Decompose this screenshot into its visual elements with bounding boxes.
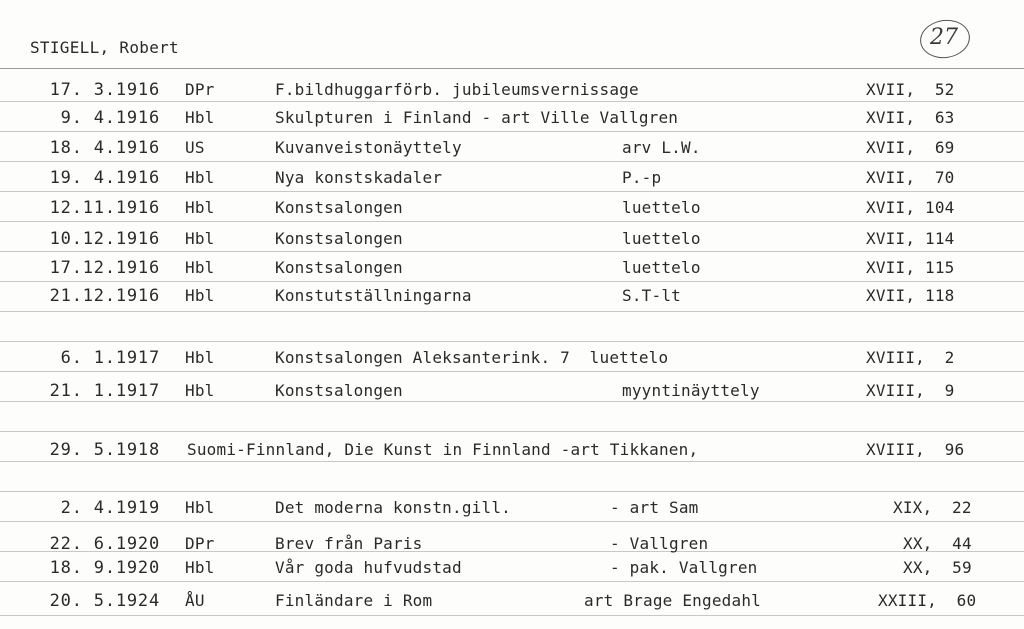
entry-source: US: [185, 138, 205, 157]
entry-date: 6. 1.1917: [60, 348, 160, 368]
entry-date: 2. 4.1919: [60, 498, 160, 518]
rule-line: [0, 371, 1024, 372]
rule-line: [0, 431, 1024, 432]
rule-line: [0, 341, 1024, 342]
rule-line: [0, 491, 1024, 492]
rule-line: [0, 581, 1024, 582]
entry-source: Hbl: [185, 168, 215, 187]
entry-ref: XIX, 22: [893, 498, 972, 517]
entry-note: art Brage Engedahl: [584, 591, 761, 610]
rule-line: [0, 221, 1024, 222]
entry-ref: XVIII, 96: [866, 440, 965, 459]
entry-date: 17. 3.1916: [49, 80, 160, 100]
entry-note: arv L.W.: [622, 138, 701, 157]
entry-title: Konstsalongen: [275, 381, 403, 400]
rule-line: [0, 68, 1024, 69]
entry-source: Hbl: [185, 229, 215, 248]
entry-ref: XX, 59: [903, 558, 972, 577]
entry-ref: XVII, 114: [866, 229, 955, 248]
entry-source: Hbl: [185, 108, 215, 127]
entry-source: ÅU: [185, 591, 205, 610]
entry-title: Suomi-Finnland, Die Kunst in Finnland -art Tikkanen,: [187, 440, 699, 459]
entry-note: luettelo: [622, 229, 701, 248]
entry-date: 29. 5.1918: [49, 440, 160, 460]
entry-note: luettelo: [622, 198, 701, 217]
entry-source: Hbl: [185, 348, 215, 367]
rule-line: [0, 161, 1024, 162]
entry-note: luettelo: [622, 258, 701, 277]
entry-ref: XVII, 104: [866, 198, 955, 217]
entry-note: S.T-lt: [622, 286, 681, 305]
entry-ref: XVIII, 2: [866, 348, 955, 367]
entry-source: DPr: [185, 80, 215, 99]
rule-line: [0, 401, 1024, 402]
entry-title: Konstsalongen: [275, 198, 403, 217]
entry-date: 9. 4.1916: [60, 108, 160, 128]
rule-line: [0, 191, 1024, 192]
rule-line: [0, 251, 1024, 252]
entry-note: - art Sam: [610, 498, 699, 517]
entry-title: Finländare i Rom: [275, 591, 433, 610]
entry-date: 21.12.1916: [49, 286, 160, 306]
card-number: 27: [930, 25, 958, 50]
entry-source: Hbl: [185, 381, 215, 400]
entry-title: Det moderna konstn.gill.: [275, 498, 511, 517]
rule-line: [0, 311, 1024, 312]
entry-ref: XVII, 70: [866, 168, 955, 187]
entry-title: Konstutställningarna: [275, 286, 472, 305]
entry-ref: XVII, 118: [866, 286, 955, 305]
entry-note: myyntinäyttely: [622, 381, 760, 400]
rule-line: [0, 281, 1024, 282]
entry-source: Hbl: [185, 286, 215, 305]
card-name: STIGELL, Robert: [30, 38, 179, 57]
entry-ref: XXIII, 60: [878, 591, 977, 610]
entry-title: F.bildhuggarförb. jubileumsvernissage: [275, 80, 639, 99]
entry-source: Hbl: [185, 558, 215, 577]
entry-ref: XVII, 69: [866, 138, 955, 157]
rule-line: [0, 615, 1024, 616]
entry-note: - pak. Vallgren: [610, 558, 758, 577]
entry-date: 17.12.1916: [49, 258, 160, 278]
entry-source: Hbl: [185, 498, 215, 517]
rule-line: [0, 131, 1024, 132]
entry-title: Brev från Paris: [275, 534, 423, 553]
entry-title: Konstsalongen Aleksanterink. 7 luettelo: [275, 348, 669, 367]
entry-ref: XVII, 115: [866, 258, 955, 277]
entry-title: Vår goda hufvudstad: [275, 558, 462, 577]
entry-title: Nya konstskadaler: [275, 168, 443, 187]
entry-note: - Vallgren: [610, 534, 709, 553]
entry-date: 12.11.1916: [49, 198, 160, 218]
entry-date: 18. 4.1916: [49, 138, 160, 158]
rule-line: [0, 461, 1024, 462]
entry-source: Hbl: [185, 198, 215, 217]
entry-ref: XVIII, 9: [866, 381, 955, 400]
entry-ref: XX, 44: [903, 534, 972, 553]
entry-date: 20. 5.1924: [49, 591, 160, 611]
entry-date: 10.12.1916: [49, 229, 160, 249]
rule-line: [0, 521, 1024, 522]
entry-date: 22. 6.1920: [49, 534, 160, 554]
entry-date: 18. 9.1920: [49, 558, 160, 578]
entry-title: Konstsalongen: [275, 258, 403, 277]
entry-source: DPr: [185, 534, 215, 553]
entry-date: 19. 4.1916: [49, 168, 160, 188]
entry-ref: XVII, 52: [866, 80, 955, 99]
entry-title: Skulpturen i Finland - art Ville Vallgren: [275, 108, 679, 127]
entry-ref: XVII, 63: [866, 108, 955, 127]
entry-date: 21. 1.1917: [49, 381, 160, 401]
entry-source: Hbl: [185, 258, 215, 277]
entry-title: Konstsalongen: [275, 229, 403, 248]
rule-line: [0, 101, 1024, 102]
entry-note: P.-p: [622, 168, 662, 187]
entry-title: Kuvanveistonäyttely: [275, 138, 462, 157]
